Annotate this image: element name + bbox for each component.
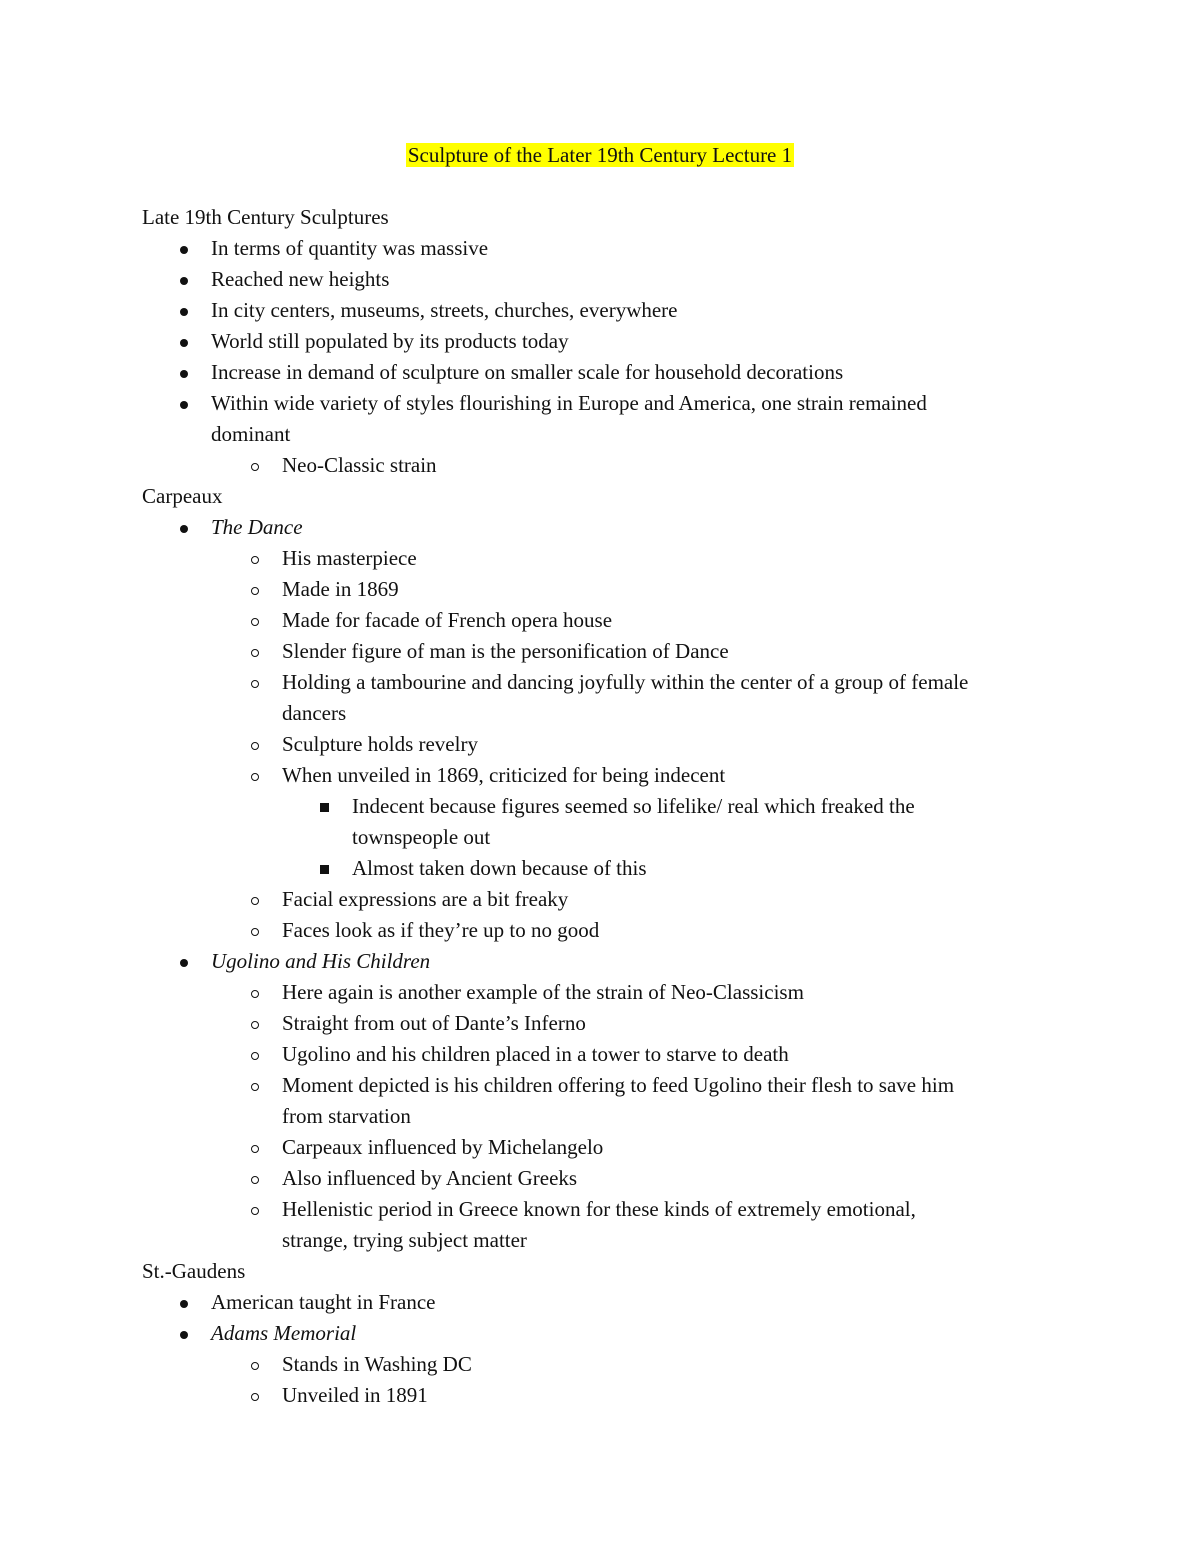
- line-text: from starvation: [282, 1104, 411, 1128]
- section-heading: [142, 202, 1072, 233]
- line-text: dominant: [211, 422, 291, 446]
- hollow-bullet-icon: [251, 990, 259, 998]
- hollow-bullet-icon: [251, 649, 259, 657]
- list-item: [142, 1380, 1072, 1411]
- filled-bullet-icon: [180, 339, 188, 347]
- line-text: dancers: [282, 701, 347, 725]
- filled-bullet-icon: [180, 277, 188, 285]
- hollow-bullet-icon: [251, 680, 259, 688]
- hollow-bullet-icon: [251, 928, 259, 936]
- hollow-bullet-icon: [251, 1083, 259, 1091]
- line-text: Hellenistic period in Greece known for these kinds of extremely emotional,: [282, 1197, 916, 1221]
- list-item-continuation: [142, 822, 1072, 853]
- list-item: [142, 853, 1072, 884]
- line-text: Facial expressions are a bit freaky: [282, 887, 569, 911]
- list-item-continuation: [142, 1225, 1072, 1256]
- hollow-bullet-icon: [251, 1362, 259, 1370]
- line-text: Indecent because figures seemed so lifelike/ real which freaked the: [352, 794, 915, 818]
- list-item: [142, 512, 1072, 543]
- list-item: [142, 326, 1072, 357]
- list-item: [142, 667, 1072, 698]
- list-item: [142, 791, 1072, 822]
- line-text: Adams Memorial: [211, 1321, 357, 1345]
- list-item: [142, 605, 1072, 636]
- document-title: Sculpture of the Later 19th Century Lecture 1: [407, 143, 793, 167]
- hollow-bullet-icon: [251, 1145, 259, 1153]
- list-item: [142, 295, 1072, 326]
- list-item-continuation: [142, 1101, 1072, 1132]
- list-item: [142, 977, 1072, 1008]
- line-text: Sculpture holds revelry: [282, 732, 478, 756]
- list-item: [142, 574, 1072, 605]
- hollow-bullet-icon: [251, 1393, 259, 1401]
- line-text: Unveiled in 1891: [282, 1383, 428, 1407]
- document-body: [142, 202, 1072, 1411]
- line-text: When unveiled in 1869, criticized for being indecent: [282, 763, 726, 787]
- line-text: In terms of quantity was massive: [211, 236, 489, 260]
- list-item: [142, 1039, 1072, 1070]
- list-item: [142, 543, 1072, 574]
- line-text: strange, trying subject matter: [282, 1228, 527, 1252]
- line-text: Stands in Washing DC: [282, 1352, 472, 1376]
- list-item: [142, 1287, 1072, 1318]
- line-text: Almost taken down because of this: [352, 856, 647, 880]
- line-text: Neo-Classic strain: [282, 453, 437, 477]
- hollow-bullet-icon: [251, 618, 259, 626]
- hollow-bullet-icon: [251, 742, 259, 750]
- line-text: Moment depicted is his children offering to feed Ugolino their flesh to save him: [282, 1073, 955, 1097]
- line-text: Within wide variety of styles flourishing in Europe and America, one strain remained: [211, 391, 927, 415]
- list-item: [142, 884, 1072, 915]
- hollow-bullet-icon: [251, 1176, 259, 1184]
- filled-bullet-icon: [180, 246, 188, 254]
- list-item-continuation: [142, 419, 1072, 450]
- line-text: Here again is another example of the strain of Neo-Classicism: [282, 980, 804, 1004]
- line-text: Carpeaux: [142, 484, 223, 508]
- filled-bullet-icon: [180, 401, 188, 409]
- line-text: Made for facade of French opera house: [282, 608, 613, 632]
- hollow-bullet-icon: [251, 773, 259, 781]
- line-text: Late 19th Century Sculptures: [142, 205, 389, 229]
- list-item-continuation: [142, 698, 1072, 729]
- line-text: In city centers, museums, streets, churches, everywhere: [211, 298, 678, 322]
- list-item: [142, 915, 1072, 946]
- list-item: [142, 636, 1072, 667]
- line-text: Ugolino and His Children: [211, 949, 431, 973]
- line-text: His masterpiece: [282, 546, 417, 570]
- list-item: [142, 388, 1072, 419]
- list-item: [142, 357, 1072, 388]
- filled-bullet-icon: [180, 1331, 188, 1339]
- section-heading: [142, 481, 1072, 512]
- filled-bullet-icon: [180, 525, 188, 533]
- hollow-bullet-icon: [251, 1207, 259, 1215]
- list-item: [142, 729, 1072, 760]
- line-text: Slender figure of man is the personification of Dance: [282, 639, 729, 663]
- line-text: townspeople out: [352, 825, 491, 849]
- line-text: Carpeaux influenced by Michelangelo: [282, 1135, 604, 1159]
- line-text: Ugolino and his children placed in a tower to starve to death: [282, 1042, 789, 1066]
- filled-bullet-icon: [180, 959, 188, 967]
- list-item: [142, 264, 1072, 295]
- hollow-bullet-icon: [251, 897, 259, 905]
- list-item: [142, 1318, 1072, 1349]
- section-heading: [142, 1256, 1072, 1287]
- line-text: American taught in France: [211, 1290, 436, 1314]
- list-item: [142, 233, 1072, 264]
- hollow-bullet-icon: [251, 463, 259, 471]
- filled-bullet-icon: [180, 1300, 188, 1308]
- line-text: Made in 1869: [282, 577, 399, 601]
- filled-bullet-icon: [180, 370, 188, 378]
- list-item: [142, 1132, 1072, 1163]
- line-text: Straight from out of Dante’s Inferno: [282, 1011, 586, 1035]
- line-text: Faces look as if they’re up to no good: [282, 918, 600, 942]
- list-item: [142, 1070, 1072, 1101]
- list-item: [142, 946, 1072, 977]
- line-text: Increase in demand of sculpture on smaller scale for household decorations: [211, 360, 844, 384]
- title-container: [0, 141, 1200, 169]
- list-item: [142, 450, 1072, 481]
- line-text: World still populated by its products today: [211, 329, 569, 353]
- list-item: [142, 760, 1072, 791]
- filled-bullet-icon: [180, 308, 188, 316]
- line-text: Reached new heights: [211, 267, 390, 291]
- hollow-bullet-icon: [251, 1021, 259, 1029]
- list-item: [142, 1008, 1072, 1039]
- hollow-bullet-icon: [251, 556, 259, 564]
- line-text: The Dance: [211, 515, 303, 539]
- square-bullet-icon: [320, 865, 329, 874]
- list-item: [142, 1163, 1072, 1194]
- line-text: Holding a tambourine and dancing joyfully within the center of a group of female: [282, 670, 969, 694]
- list-item: [142, 1194, 1072, 1225]
- hollow-bullet-icon: [251, 1052, 259, 1060]
- line-text: St.-Gaudens: [142, 1259, 246, 1283]
- line-text: Also influenced by Ancient Greeks: [282, 1166, 578, 1190]
- hollow-bullet-icon: [251, 587, 259, 595]
- list-item: [142, 1349, 1072, 1380]
- square-bullet-icon: [320, 803, 329, 812]
